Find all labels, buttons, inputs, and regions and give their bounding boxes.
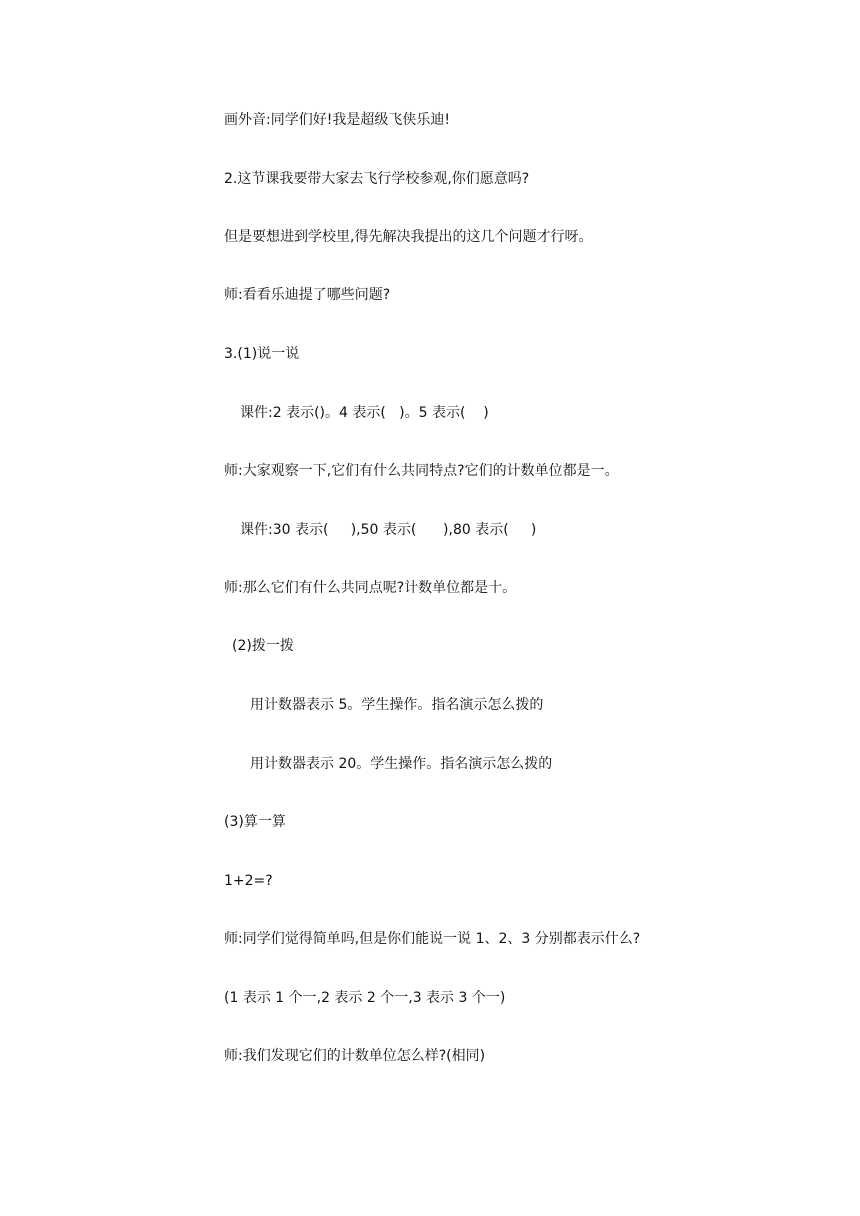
line-explanation: (1 表示 1 个一,2 表示 2 个一,3 表示 3 个一) — [224, 990, 506, 1006]
line-item-3-2: (2)拨一拨 — [232, 638, 294, 654]
line-teacher-unit: 师:我们发现它们的计数单位怎么样?(相同) — [224, 1048, 486, 1064]
line-teacher-observe: 师:大家观察一下,它们有什么共同特点?它们的计数单位都是一。 — [224, 463, 619, 479]
line-item-3-3: (3)算一算 — [224, 814, 286, 830]
line-item-3-1: 3.(1)说一说 — [224, 346, 300, 362]
line-teacher-simple: 师:同学们觉得简单吗,但是你们能说一说 1、2、3 分别都表示什么? — [224, 931, 641, 947]
line-teacher-question: 师:看看乐迪提了哪些问题? — [224, 287, 391, 303]
line-paragraph: 但是要想进到学校里,得先解决我提出的这几个问题才行呀。 — [224, 229, 593, 245]
line-courseware-1: 课件:2 表示()。4 表示( )。5 表示( ) — [240, 405, 489, 421]
line-voiceover: 画外音:同学们好!我是超级飞侠乐迪! — [224, 112, 450, 128]
line-equation: 1+2=? — [224, 873, 273, 889]
line-counter-5: 用计数器表示 5。学生操作。指名演示怎么拨的 — [250, 697, 544, 713]
line-teacher-common: 师:那么它们有什么共同点呢?计数单位都是十。 — [224, 580, 517, 596]
line-courseware-2: 课件:30 表示( ),50 表示( ),80 表示( ) — [240, 522, 537, 538]
line-counter-20: 用计数器表示 20。学生操作。指名演示怎么拨的 — [250, 756, 553, 772]
line-item-2: 2.这节课我要带大家去飞行学校参观,你们愿意吗? — [224, 171, 530, 187]
